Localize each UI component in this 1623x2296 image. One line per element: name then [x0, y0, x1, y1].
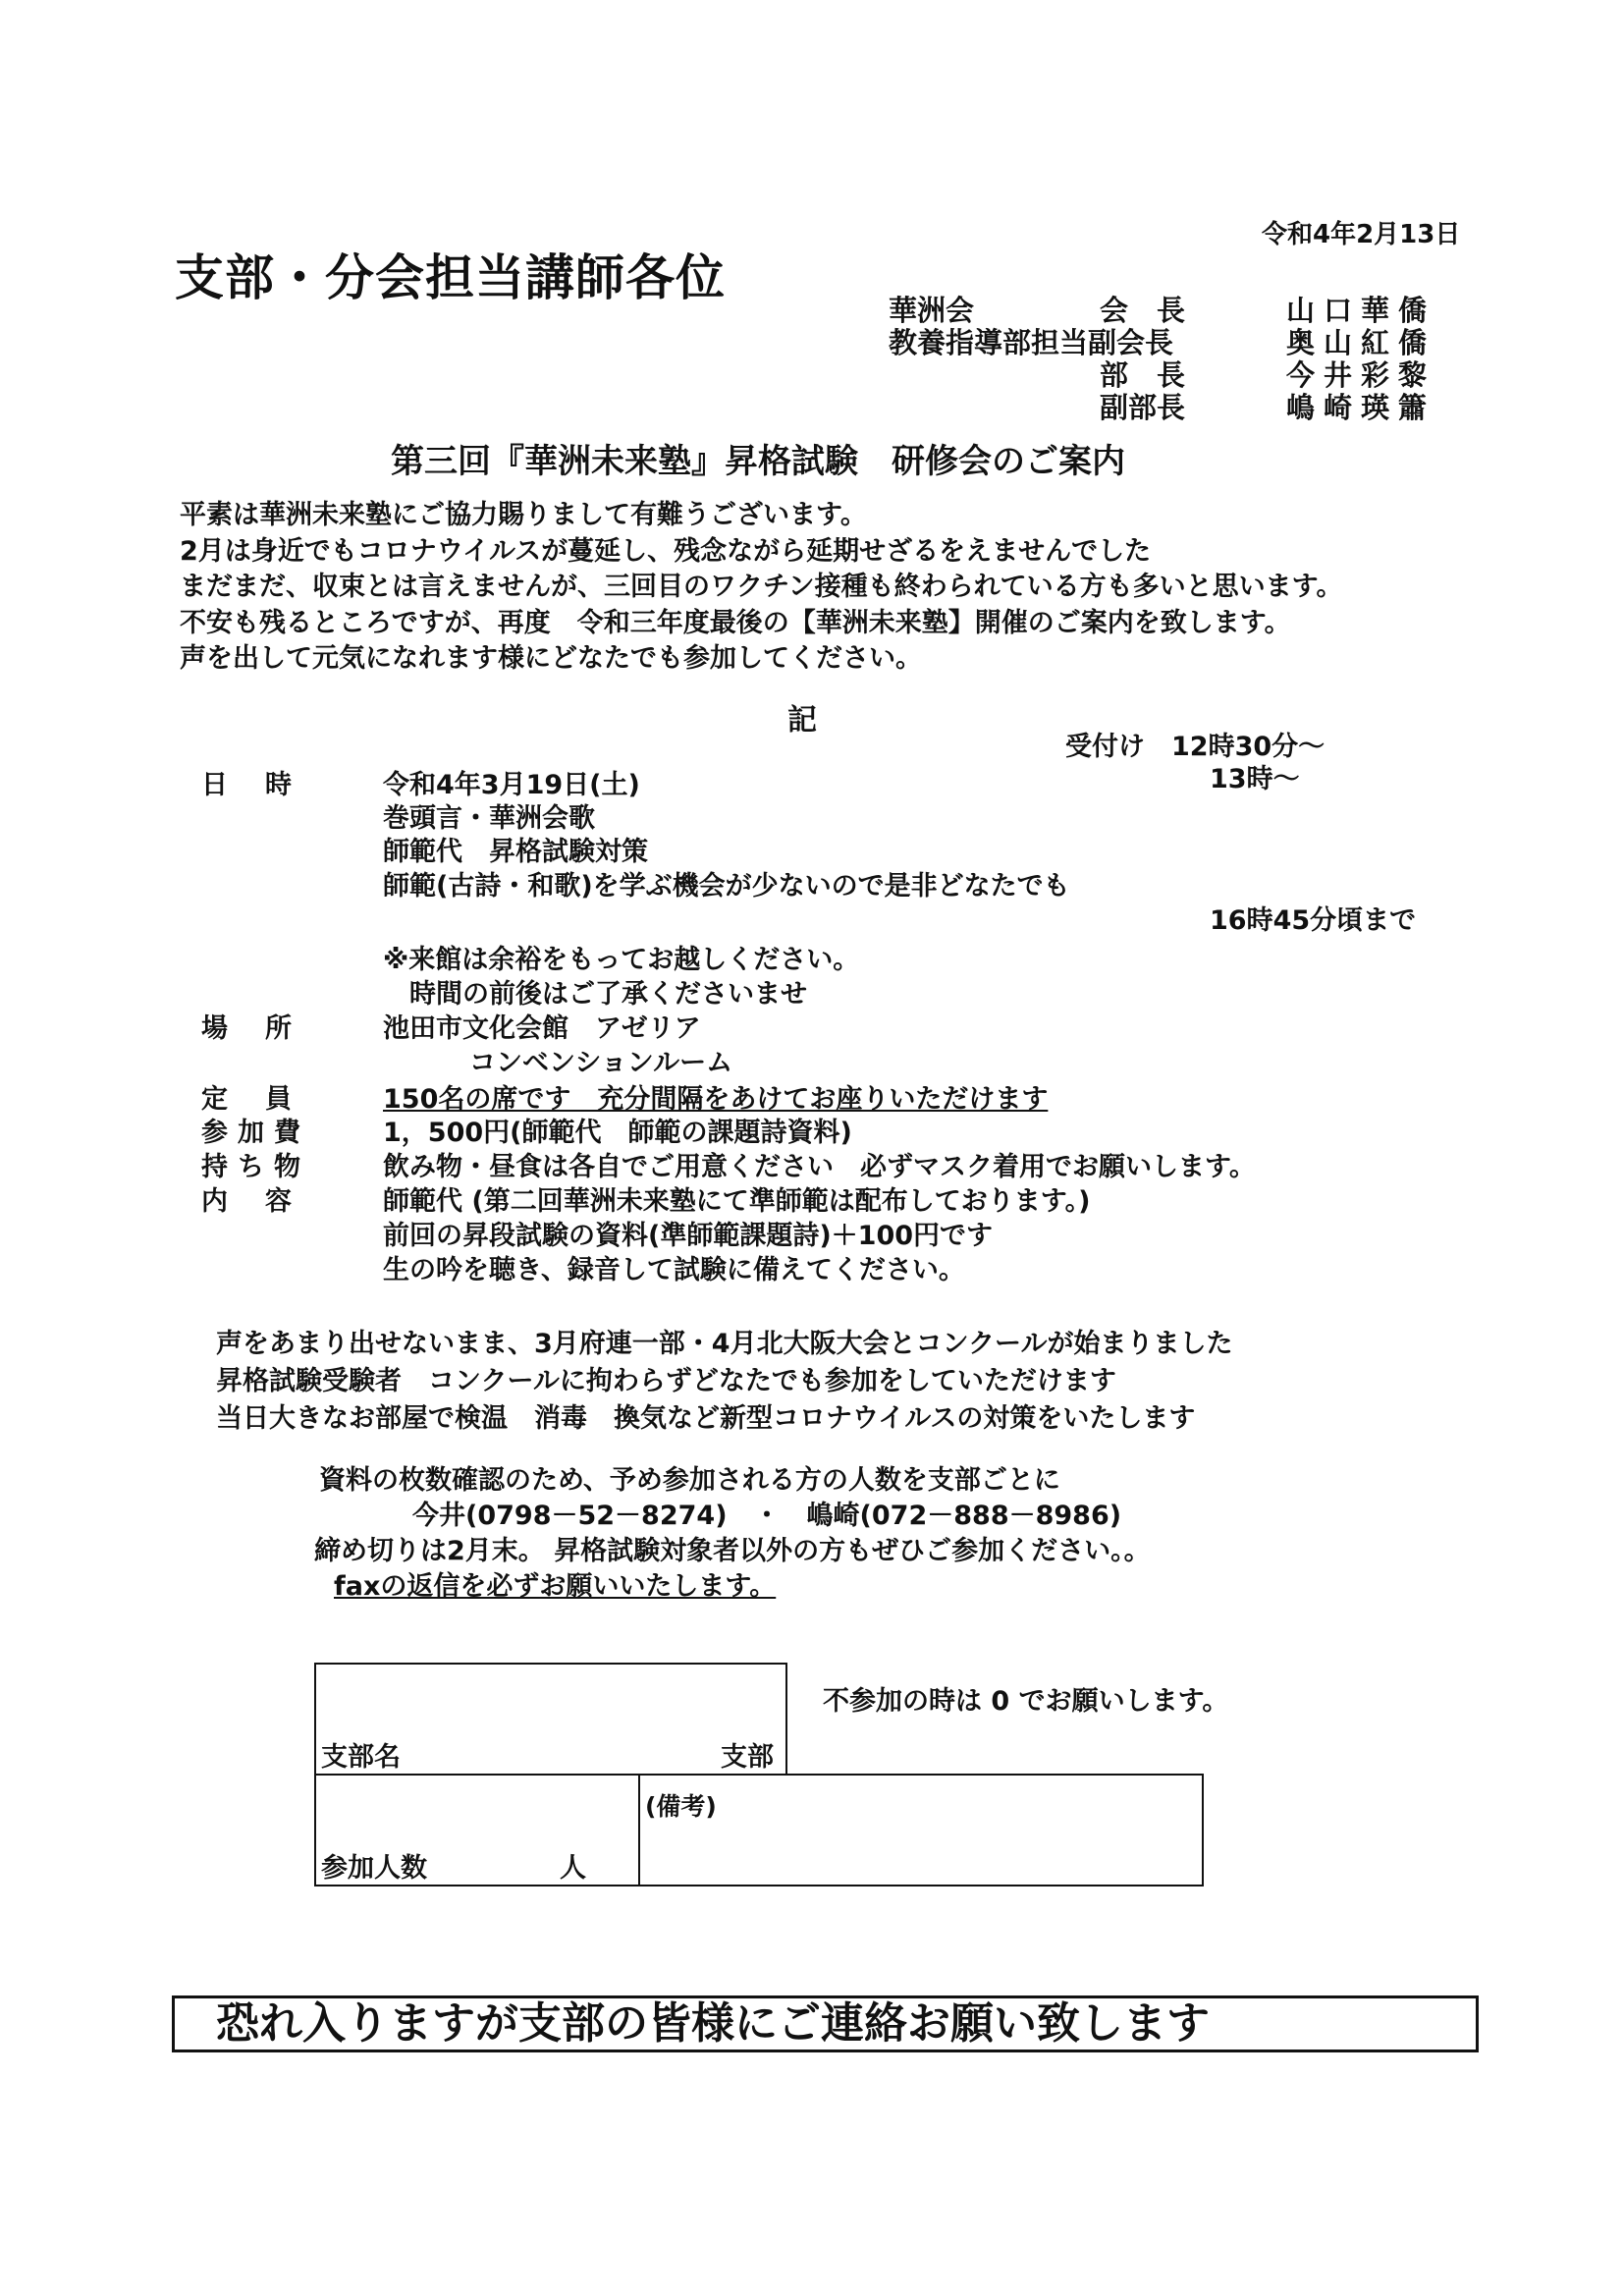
note-line: 声をあまり出せないまま、3月府連一部・4月北大阪大会とコンクールが始まりました — [216, 1329, 1233, 1359]
bring-value: 飲み物・昼食は各自でご用意ください 必ずマスク着用でお願いします。 — [383, 1152, 1256, 1182]
signatory-name: 山口華僑 — [1286, 294, 1436, 327]
reception-time: 受付け 12時30分～ — [1065, 732, 1325, 762]
signatory-org: 教養指導部担当副会長 — [889, 326, 1174, 359]
closing-banner-text: 恐れ入りますが支部の皆様にご連絡お願い致します — [216, 1998, 1210, 2049]
fee-label: 参加費 — [201, 1118, 310, 1148]
recipients-heading: 支部・分会担当講師各位 — [175, 249, 726, 306]
ki-heading: 記 — [787, 703, 817, 738]
place-line: 池田市文化会館 アゼリア — [383, 1013, 701, 1044]
notes-block — [216, 1326, 1233, 1438]
contact-line: 締め切りは2月末。 昇格試験対象者以外の方もぜひご参加ください。。 — [314, 1536, 1151, 1566]
datetime-line: 巻頭言・華洲会歌 — [383, 803, 595, 834]
intro-line: 2月は身近でもコロナウイルスが蔓延し、残念ながら延期せざるをえませんでした — [180, 535, 1152, 567]
date: 令和4年2月13日 — [1262, 220, 1461, 249]
fax-note: faxの返信を必ずお願いいたします。 — [334, 1571, 777, 1602]
participant-count-label: 参加人数 — [321, 1853, 427, 1884]
contact-block — [314, 1463, 1151, 1605]
datetime-line: 令和4年3月19日(土) — [383, 770, 640, 800]
content-line: 師範代 (第二回華洲未来塾にて準師範は配布しております。) — [383, 1186, 1091, 1217]
notice-line: 時間の前後はご了承くださいませ — [383, 979, 807, 1010]
signatory-role: 部 長 — [1100, 358, 1186, 392]
signatory-role: 副部長 — [1100, 391, 1186, 424]
participant-count-suffix: 人 — [560, 1853, 586, 1884]
contact-line: 資料の枚数確認のため、予め参加される方の人数を支部ごとに — [319, 1465, 1060, 1496]
closing-banner — [172, 1995, 1479, 2052]
datetime-line: 師範代 昇格試験対策 — [383, 837, 648, 867]
intro-paragraph — [180, 498, 1343, 678]
start-time: 13時～ — [1210, 764, 1300, 794]
signatory-name: 奥山紅僑 — [1286, 326, 1436, 359]
form-divider — [638, 1776, 640, 1885]
place-label: 場所 — [201, 1013, 329, 1044]
content-line: 前回の昇段試験の資料(準師範課題詩)＋100円です — [383, 1221, 994, 1251]
fee-value: 1，500円(師範代 師範の課題詩資料) — [383, 1118, 852, 1148]
capacity-label: 定員 — [201, 1084, 329, 1115]
signatory-row — [889, 295, 1478, 327]
no-attend-note: 不参加の時は 0 でお願いします。 — [823, 1686, 1229, 1717]
signatory-org: 華洲会 — [889, 294, 975, 327]
signatory-role: 会 長 — [1100, 294, 1186, 327]
notice-line: ※来館は余裕をもってお越しください。 — [383, 945, 860, 975]
signatory-name: 今井彩黎 — [1286, 358, 1436, 392]
note-line: 当日大きなお部屋で検温 消毒 換気など新型コロナウイルスの対策をいたします — [216, 1403, 1196, 1434]
intro-line: 不安も残るところですが、再度 令和三年度最後の【華洲未来塾】開催のご案内を致します。 — [180, 607, 1291, 638]
remarks-label: (備考) — [645, 1792, 717, 1821]
participant-count-box[interactable] — [314, 1774, 1204, 1886]
branch-name-label: 支部名 — [321, 1742, 401, 1773]
end-time: 16時45分頃まで — [1210, 905, 1417, 936]
signatory-row — [889, 327, 1478, 359]
content-label: 内容 — [201, 1186, 329, 1217]
note-line: 昇格試験受験者 コンクールに拘わらずどなたでも参加をしていただけます — [216, 1366, 1116, 1396]
signatory-row — [889, 359, 1478, 392]
intro-line: まだまだ、収束とは言えませんが、三回目のワクチン接種も終わられている方も多いと思います。 — [180, 572, 1343, 602]
branch-name-box[interactable] — [314, 1663, 787, 1776]
signatory-name: 嶋崎瑛簫 — [1286, 391, 1436, 424]
intro-line: 平素は華洲未来塾にご協力賜りまして有難うございます。 — [180, 500, 867, 530]
datetime-label: 日時 — [201, 770, 329, 800]
contact-phones: 今井(0798－52－8274) ・ 嶋崎(072－888－8986) — [412, 1501, 1122, 1531]
datetime-line: 師範(古詩・和歌)を学ぶ機会が少ないので是非どなたでも — [383, 871, 1070, 902]
document-title: 第三回『華洲未来塾』昇格試験 研修会のご案内 — [391, 442, 1125, 481]
bring-label: 持ち物 — [201, 1152, 310, 1182]
signatory-block — [889, 295, 1478, 424]
capacity-value: 150名の席です 充分間隔をあけてお座りいただけます — [383, 1084, 1049, 1115]
intro-line: 声を出して元気になれます様にどなたでも参加してください。 — [180, 643, 922, 674]
place-line: コンベンションルーム — [469, 1048, 733, 1078]
content-line: 生の吟を聴き、録音して試験に備えてください。 — [383, 1255, 965, 1285]
branch-suffix: 支部 — [721, 1742, 774, 1773]
signatory-row — [889, 392, 1478, 424]
